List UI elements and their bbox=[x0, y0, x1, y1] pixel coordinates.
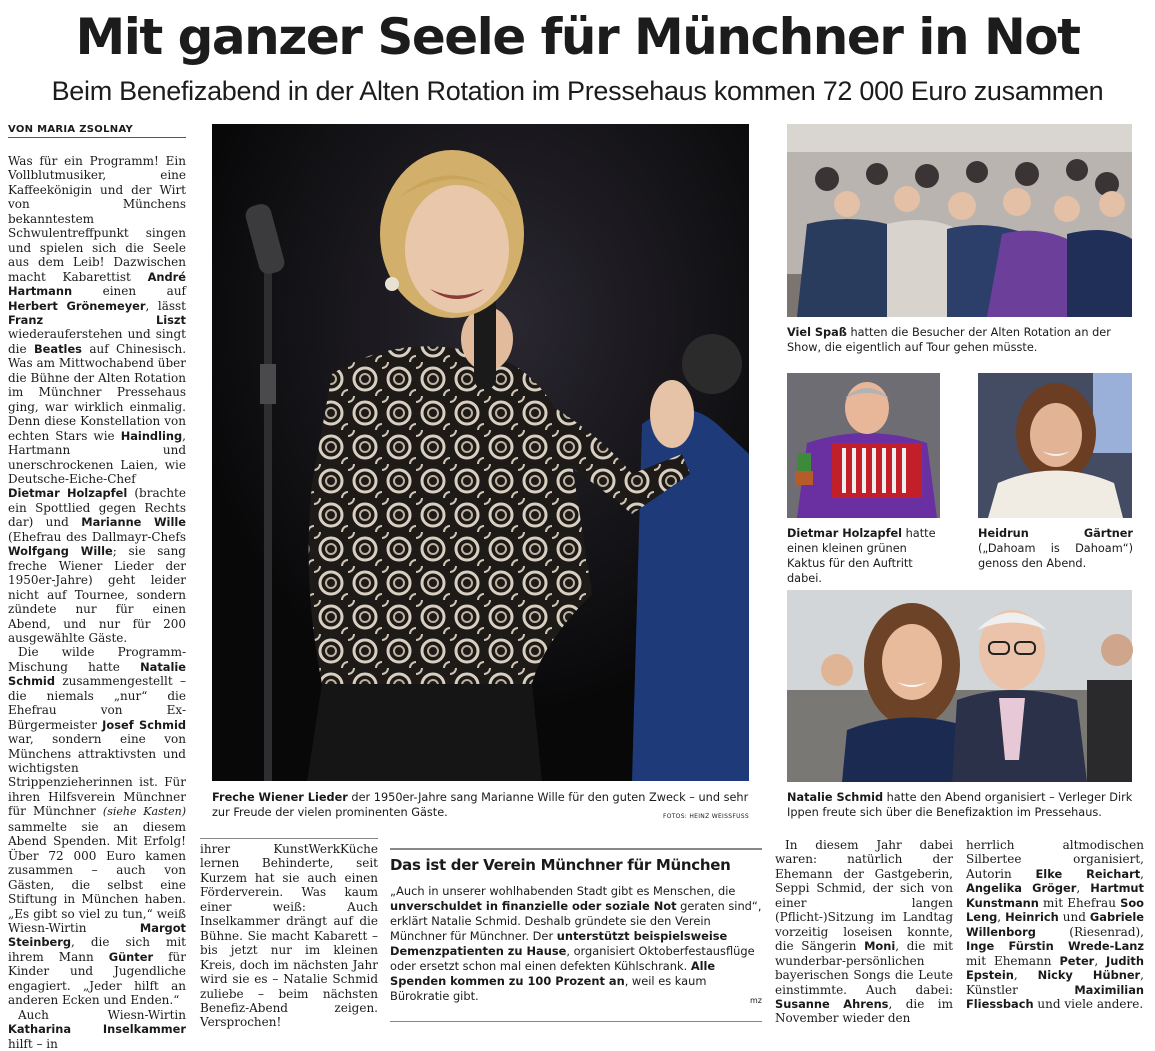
article-column-2: ihrer KunstWerkKüche lernen Behinderte, seit Kurzem hat sie auch einen Förderverein. Was kaum einer weiß: Auch Inselkammer drängt auf die Bühne. Sie macht Kabarett – bis jetzt nur im kleinen Kreis, doch im nächsten Jahr wird sie es – Natalie Schmid zuliebe – beim nächsten Benefiz-Abend zeigen. Versprochen! bbox=[200, 838, 378, 1030]
audience-illustration bbox=[787, 124, 1132, 317]
byline: VON MARIA ZSOLNAY bbox=[8, 124, 186, 138]
accordion-caption: Dietmar Holzapfel hatte einen kleinen grünen Kaktus für den Auftritt dabei. bbox=[787, 527, 936, 585]
singer-illustration bbox=[212, 124, 749, 781]
info-box-title: Das ist der Verein Münchner für München bbox=[390, 856, 731, 874]
couple-photo bbox=[787, 590, 1132, 782]
audience-caption: Viel Spaß hatten die Besucher der Alten Rotation an der Show, die eigentlich auf Tour gehen müsste. bbox=[787, 326, 1111, 354]
photo-credit: FOTOS: HEINZ WEISSFUSS bbox=[662, 813, 749, 820]
main-photo-singer bbox=[212, 124, 749, 781]
subheadline: Beim Benefizabend in der Alten Rotation im Pressehaus kommen 72 000 Euro zusammen bbox=[51, 76, 1104, 106]
woman-caption: Heidrun Gärtner („Dahoam is Dahoam“) genoss den Abend. bbox=[978, 527, 1133, 570]
couple-caption: Natalie Schmid hatte den Abend organisiert – Verleger Dirk Ippen freute sich über die Benefizaktion im Pressehaus. bbox=[787, 791, 1133, 819]
info-box-text: „Auch in unserer wohlhabenden Stadt gibt es Menschen, die unverschuldet in finanzielle oder soziale Not geraten sind“, erklärt Natalie Schmid. Deshalb gründete sie den Verein Münchner für Münchner. Der unterstützt beispielsweise Demenzpatienten zu Hause, organisiert Oktoberfestausflüge oder ersetzt schon mal einen defekten Kühlschrank. Alle Spenden kommen zu 100 Prozent an, weil es kaum Bürokratie gibt. mz bbox=[390, 884, 762, 1005]
woman-photo bbox=[978, 373, 1132, 518]
article-column-4: herrlich altmodischen Silbertee organisiert, Autorin Elke Reichart, Angelika Gröger, Hartmut Kunstmann mit Ehefrau Soo Leng, Heinrich und Gabriele Willenborg (Riesenrad), Inge Fürstin Wrede-Lanz mit Ehemann Peter, Judith Epstein, Nicky Hübner, Künstler Maximilian Fliessbach und viele andere. bbox=[966, 838, 1144, 1011]
article-column-1: Was für ein Programm! Ein Vollblutmusiker, eine Kaffeekönigin und der Wirt von Münchens bekanntestem Schwulentreffpunkt singen und spielen sich die Seele aus dem Leib! Dazwischen macht Kabarettist André Hartmann einen auf Herbert Grönemeyer, lässt Franz Liszt wiederauferstehen und singt die Beatles auf Chinesisch. Was am Mittwochabend über die Bühne der Alten Rotation im Münchner Pressehaus ging, war wirklich einmalig. Denn diese Konstellation von echten Stars wie Haindling, Hartmann und unerschrockenen Laien, wie Deutsche-Eiche-Chef Dietmar Holzapfel (brachte ein Spottlied gegen Rechts dar) und Marianne Wille (Ehefrau des Dallmayr-Chefs Wolfgang Wille; sie sang freche Wiener Lieder der 1950er-Jahre) geht leider nicht auf Tournee, sondern zündete nur für einen Abend, und nur für 200 ausgewählte Gäste. Die wilde Programm-Mischung hatte Natalie Schmid zusammengestellt – die niemals „nur“ die Ehefrau von Ex-Bürgermeister Josef Schmid war, sondern eine von Münchens attraktivsten und wichtigsten Strippenzieherinnen ist. Für ihren Hilfsverein Münchner für Münchner (siehe Kasten) sammelte sie an diesem Abend Spenden. Mit Erfolg! Über 72 000 Euro kamen zusammen – auch von Gästen, die selbst eine Stiftung in München haben. „Es gibt so viel zu tun,“ weiß Wiesn-Wirtin Margot Steinberg, die sich mit ihrem Mann Günter für Kinder und Jugendliche engagiert. „Jeder hilft an anderen Ecken und Enden.“ Auch Wiesn-Wirtin Katharina Inselkammer hilft – in bbox=[8, 154, 187, 1051]
article-column-3: In diesem Jahr dabei waren: natürlich der Ehemann der Gastgeberin, Seppi Schmid, der sich von einer langen (Pflicht-)Sitzung im Landtag vorzeitig loseisen konnte, die Sängerin Moni, die mit wunderbar-persönlichen bayerischen Songs die Leute einstimmte. Auch dabei: Susanne Ahrens, die im November wieder den bbox=[775, 838, 953, 1026]
accordion-illustration bbox=[787, 373, 940, 518]
main-photo-caption: Freche Wiener Lieder der 1950er-Jahre sang Marianne Wille für den guten Zweck – und sehr zur Freude der vielen prominenten Gäste. FOTOS: HEINZ WEISSFUSS bbox=[212, 790, 749, 824]
couple-illustration bbox=[787, 590, 1132, 782]
info-box-verein bbox=[390, 848, 762, 1022]
woman-illustration bbox=[978, 373, 1132, 518]
headline: Mit ganzer Seele für Münchner in Not bbox=[75, 8, 1080, 66]
audience-photo bbox=[787, 124, 1132, 317]
accordion-photo bbox=[787, 373, 940, 518]
